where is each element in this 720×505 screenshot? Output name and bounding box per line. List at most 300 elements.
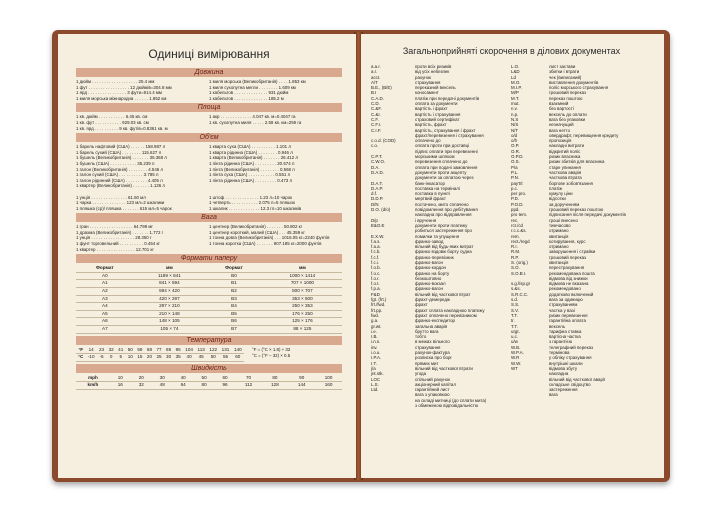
- abbreviation: E&O.E: [371, 222, 385, 228]
- paper-table-cell: 1189 × 841: [134, 272, 205, 280]
- volume-line: 1 галон рідинний (США) . . . . . . . . . 4.405 л: [76, 177, 163, 183]
- abbreviation: frt./fwd.: [371, 302, 386, 308]
- weight-right-col: [209, 224, 342, 252]
- abbreviation-meaning: франко вздовж борту судна: [415, 249, 472, 255]
- volume-line: 1 барель нафтовий (США) . . . . . . 158.987 л: [76, 144, 166, 150]
- abbreviation-meaning: оплата при подачі замовлення: [415, 164, 478, 170]
- volume-line: 1 кварта (Великобританія) . . . . . . . 26.412 л: [209, 155, 298, 161]
- abbreviation-meaning: взаємний: [549, 101, 569, 107]
- paper-formats-table: [76, 265, 342, 333]
- abbreviation-meaning: квитанція: [549, 233, 569, 239]
- table-row: [76, 288, 342, 296]
- abbreviation: O.P.D.: [511, 154, 524, 160]
- abbreviation-meaning: страхування: [415, 79, 441, 85]
- temp-c-cell: 50: [207, 354, 219, 362]
- weight-line: 1 унція . . . . . . . . . . . . . . . . . . 28.350 г: [76, 235, 152, 241]
- abbreviation-meaning: франко-вокзал: [415, 281, 446, 287]
- abbreviation-meaning: за дорученням: [549, 201, 580, 207]
- temp-f-cell: 59: [135, 347, 145, 354]
- abbreviation-meaning: виставлення документів: [549, 79, 599, 85]
- abbreviation-meaning: рахунок-фактура: [415, 350, 450, 356]
- abbreviation-meaning: вага без упаковки: [549, 116, 586, 122]
- abbreviation-meaning: коносамент: [415, 90, 439, 96]
- abbreviation-meaning: повідомлення про дебітування: [415, 207, 478, 213]
- abbreviation: D.A.D.: [371, 169, 384, 175]
- abbreviation-meaning: оплата проти при доставці: [415, 143, 470, 149]
- abbreviation-meaning: на складі митниці (до сплати мита): [415, 397, 487, 403]
- abbreviation-meaning: внутрішні шкали: [549, 360, 583, 366]
- paper-table-cell: A1: [76, 280, 134, 288]
- abbreviation: o/h: [511, 138, 518, 144]
- speed-mph-cell: 100: [315, 375, 342, 382]
- section-heading-area: Площа: [76, 103, 342, 112]
- abbreviation: N/S: [511, 122, 519, 128]
- area-line: 1 кв. ярд . . . . . . . . . . 9 кв. футів=0.8361 кв. м: [76, 125, 168, 131]
- abbreviation-meaning: акціонерний капітал: [415, 381, 456, 387]
- abbreviation-meaning: грошовий переказ: [549, 254, 587, 260]
- abbreviation-meaning: пропозиція: [549, 138, 572, 144]
- paper-table-cell: B3: [205, 295, 263, 303]
- speed-kmh-cell: 112: [236, 382, 262, 390]
- speed-mph-cell: 50: [194, 375, 215, 382]
- abbreviation: gr.wt.: [371, 323, 382, 329]
- page-title-units: Одиниці вимірювання: [148, 47, 270, 61]
- abbreviation-meaning: франко-експедитор: [415, 318, 455, 324]
- temp-f-cell: 140: [232, 347, 244, 354]
- abbreviation: f.o.t.: [371, 281, 380, 287]
- abbreviation-meaning: фрахт оплачено перевізником: [415, 312, 477, 318]
- abbreviation-meaning: котирування, курс: [549, 238, 586, 244]
- speed-kmh-cell: 160: [315, 382, 342, 390]
- abbreviation: a.r.: [371, 69, 378, 75]
- abbreviation: mut.: [511, 101, 520, 107]
- abbreviation: pay't/t: [511, 180, 523, 186]
- abbreviation-meaning: з гарантією: [549, 339, 573, 345]
- volume-line: 1 барель сухий (США) . . . . . . . . 115.627 л: [76, 149, 162, 155]
- length-left-col: [76, 79, 209, 101]
- abbreviation-meaning: морськими шляхом: [415, 154, 455, 160]
- abbreviation-meaning: квитанція: [549, 259, 569, 265]
- abbreviation: WT: [511, 365, 518, 371]
- table-row: [76, 318, 342, 326]
- section-heading-volume: Об'єм: [76, 133, 342, 142]
- speed-mph-label: mph: [76, 375, 110, 382]
- paper-table-cell: A3: [76, 295, 134, 303]
- temp-c-cell: 60: [232, 354, 244, 362]
- length-line: 1 кабельтов . . . . . . . . . . . . . . 931 дюйм: [209, 90, 289, 96]
- abbreviation-meaning: відмова від знижки: [549, 275, 588, 281]
- length-right-col: [209, 79, 342, 101]
- abbreviation-meaning: незначущий: [549, 122, 574, 128]
- abbreviation-meaning: вага з упаковкою: [415, 392, 450, 398]
- abbreviation-meaning: додатково включений: [549, 291, 594, 297]
- weight-line: 1 фунт торговельний . . . . . . . . . . 0.454 кг: [76, 241, 160, 247]
- volume-line: 1 четверть . . . . . . . . . . . 2.075 л=5 пляшок: [209, 200, 295, 206]
- abbreviation: C.&I.: [371, 111, 381, 117]
- abbreviation-meaning: франко-перевізник: [415, 254, 454, 260]
- speed-kmh-cell: 96: [215, 382, 236, 390]
- abbreviation: f.o.c.: [371, 270, 381, 276]
- abbreviation-meaning: відмова збуту: [549, 365, 578, 371]
- abbreviation: D/p: [371, 217, 378, 223]
- abbreviation-meaning: чек (виписаний): [549, 74, 582, 80]
- abbreviation: C.D.: [371, 101, 380, 107]
- volume-line: 1 унція . . . . . . . . . . . . . . . 61.50 мл: [76, 194, 146, 200]
- speed-kmh-cell: 64: [173, 382, 194, 390]
- abbreviation-meaning: постачено, мито сплачено: [415, 201, 469, 207]
- paper-table-cell: 88 × 125: [263, 326, 342, 334]
- temp-c-cell: -5: [97, 354, 107, 362]
- speed-mph-cell: 90: [288, 375, 315, 382]
- volume-line: 1 бушель (США) . . . . . . . . . . . 35.239 л: [76, 160, 155, 166]
- section-heading-weight: Вага: [76, 213, 342, 222]
- abbreviation-meaning: грошовий переказ поштою: [549, 207, 604, 213]
- abbreviation: c.o.: [371, 143, 379, 149]
- abbreviation-meaning: вартість і страхування: [415, 111, 461, 117]
- abbreviation-meaning: вартість, фрахт: [415, 122, 447, 128]
- abbreviation-meaning: овердрафт, перевищення кредиту: [549, 132, 619, 138]
- abbreviation: s.d.: [511, 297, 519, 303]
- abbreviation: S.O.: [511, 265, 520, 271]
- paper-table-cell: B7: [205, 326, 263, 334]
- area-line: 1 акр . . . . . . . . . . . . . 4.047 кв. м=0.4047 га: [209, 114, 296, 120]
- table-row: [76, 280, 342, 288]
- abbreviation: f.c.f.: [371, 254, 380, 260]
- area-line: 1 кв. сухопутна миля . . . . . 2.59 кв. км=259 га: [209, 119, 302, 125]
- abbreviation-meaning: вага нетто: [549, 127, 571, 133]
- abbreviation: C.A.D.: [371, 95, 384, 101]
- volume-line: 1 пінта (Великобританія) . . . . . . . . 0.568 л: [209, 166, 295, 172]
- table-row: [76, 310, 342, 318]
- abbreviation: C.F.I.: [371, 122, 382, 128]
- abbreviation-meaning: часткова аварія: [549, 169, 582, 175]
- abbreviation: M.T.: [511, 95, 520, 101]
- abbreviation: f.o.r.: [371, 275, 380, 281]
- abbreviation: d.f.: [371, 191, 378, 197]
- abbreviation: S.V.: [511, 307, 519, 313]
- abbreviation-meaning: накладні витрати: [549, 143, 585, 149]
- speed-mph-cell: 40: [173, 375, 194, 382]
- temp-c-cell: 40: [183, 354, 195, 362]
- abbreviation-meaning: вільний від будь-яких витрат: [415, 244, 474, 250]
- abbreviation-meaning: франко-кордон: [415, 265, 446, 271]
- paper-table-cell: 707 × 1000: [263, 280, 342, 288]
- abbreviation-meaning: франко-вагон: [415, 286, 443, 292]
- abbreviation: I.B.: [371, 334, 378, 340]
- abbreviation-meaning: поставка в пункті: [415, 191, 450, 197]
- abbreviation-meaning: розписка про борг: [415, 355, 453, 361]
- abbreviation-meaning: прямих мит: [415, 360, 439, 366]
- abbreviation-meaning: накладна про відправлення: [415, 212, 472, 218]
- temp-c-cell: 20: [145, 354, 155, 362]
- temp-c-cell: 45: [195, 354, 207, 362]
- temp-c-cell: -10: [86, 354, 97, 362]
- abbreviation-meaning: отримано: [549, 244, 569, 250]
- temp-f-cell: 131: [219, 347, 231, 354]
- abbreviation: jnt.stk.: [371, 371, 384, 377]
- paper-table-cell: B1: [205, 280, 263, 288]
- abbreviation: urgt.: [511, 328, 520, 334]
- volume-line: 1 квартер (Великобританія) . . . . . . . 1.136 л: [76, 183, 165, 189]
- abbreviation: fwd.: [371, 312, 380, 318]
- paper-table-cell: A2: [76, 288, 134, 296]
- abbreviation-meaning: франко-завод: [415, 238, 444, 244]
- abbreviation: f.a.s.: [371, 238, 381, 244]
- section-heading-length: Довжина: [76, 68, 342, 77]
- abbreviation: f.o.b.: [371, 265, 381, 271]
- paper-table-cell: 1000 × 1414: [263, 272, 342, 280]
- page-title-abbreviations: Загальноприйняті скорочення в ділових документах: [402, 46, 621, 56]
- paper-table-cell: B6: [205, 318, 263, 326]
- abbreviation-meaning: у обліку страхування: [549, 355, 592, 361]
- abbreviation-meaning: документи за оплатою через: [415, 175, 474, 181]
- abbreviation: O.P.: [511, 143, 520, 149]
- section-paper: [76, 254, 342, 333]
- abbreviation: S.S.: [511, 302, 520, 308]
- section-area: [76, 103, 342, 131]
- abbreviation: N.S: [511, 116, 519, 122]
- temp-f-cell: 77: [154, 347, 164, 354]
- section-heading-temperature: Температура: [76, 336, 342, 345]
- meaning-col-2: [549, 64, 633, 408]
- paper-table-cell: 210 × 148: [134, 310, 205, 318]
- abbreviation: i.e.: [371, 328, 377, 334]
- abbreviation-meaning: фрахт-демередж: [415, 297, 450, 303]
- abbreviation-meaning: заворушення і страйки: [549, 249, 596, 255]
- abbreviation-meaning: складське свідоцтво: [549, 381, 591, 387]
- abbreviation: u.c.: [511, 334, 519, 340]
- weight-line: 1 центнер короткий, малий (США) . . . 45.359 кг: [209, 229, 305, 235]
- volume-line: 1 галон сухий (США) . . . . . . . . . . 3.785 л: [76, 172, 159, 178]
- section-volume: [76, 133, 342, 211]
- speed-mph-cell: 10: [110, 375, 131, 382]
- abbreviation-meaning: накладна: [549, 371, 569, 377]
- abbreviation: ppd.: [511, 207, 520, 213]
- abbreviation: rect./regd: [511, 238, 530, 244]
- abbreviation: I.P.A.: [371, 355, 382, 361]
- abbreviation-meaning: переказний вексель: [415, 85, 456, 91]
- abbreviation: O.R.: [511, 148, 521, 154]
- abbreviation: Ltd.: [371, 387, 379, 393]
- abbreviation: s.&s.: [511, 286, 521, 292]
- abbreviation-meaning: гарантійна оплата: [549, 318, 586, 324]
- abbreviation: C.&F.: [371, 106, 382, 112]
- abbreviation: c.o.d. (COD): [371, 138, 396, 144]
- abbreviation-meaning: кумулу ціни: [549, 191, 573, 197]
- abbreviation: P.L.: [511, 169, 519, 175]
- abbreviation-meaning: в межах вільного: [415, 339, 450, 345]
- abbreviation-meaning: фрахт/перевезення і страхування: [415, 132, 484, 138]
- abbreviation-meaning: вартість, страхування і фрахт: [415, 127, 476, 133]
- abbreviation: T.T.: [511, 312, 518, 318]
- temp-c-cell: 5: [116, 354, 126, 362]
- abbreviation-meaning: від усіх небезпек: [415, 69, 450, 75]
- abbreviation: f.p.a.: [371, 286, 381, 292]
- abbreviation-meaning: і вручення: [415, 217, 437, 223]
- abbreviation-meaning: відсотки: [549, 196, 566, 202]
- speed-mph-cell: 20: [131, 375, 152, 382]
- abbreviation-meaning: рахунок: [415, 74, 432, 80]
- abbreviation: C.P.T.: [371, 154, 383, 160]
- speed-kmh-cell: 128: [262, 382, 289, 390]
- temp-f-cell: 122: [207, 347, 219, 354]
- abbreviation-meaning: вага: [549, 392, 558, 398]
- abbreviation-meaning: часткова втрата: [549, 175, 582, 181]
- abbreviation-meaning: спільний рахунок: [415, 376, 451, 382]
- abbreviation-meaning: гарантійний лист: [415, 387, 450, 393]
- weight-line: 1 гран . . . . . . . . . . . . . . . . . . 64.799 мг: [76, 224, 153, 230]
- abbreviation: i.n.s.: [371, 339, 381, 345]
- abbreviation: o/d: [511, 132, 518, 138]
- abbreviation-meaning: ризик власника: [549, 154, 581, 160]
- temperature-table: [76, 347, 244, 362]
- speed-kmh-cell: 144: [288, 382, 315, 390]
- temp-f-cell: 113: [195, 347, 207, 354]
- abbreviation: T.T.: [511, 323, 518, 329]
- abbreviation: I.T.: [371, 360, 377, 366]
- weight-line: 1 тонна довга (Великобританія) . . . 1016.05 кг=2240 фунтів: [209, 235, 330, 241]
- abbreviation-meaning: телеграфний переказ: [549, 344, 594, 350]
- abbreviation: C.W.O.: [371, 159, 386, 165]
- abbreviation-meaning: лист застави: [549, 64, 576, 69]
- temp-c-cell: 35: [173, 354, 183, 362]
- temp-formula-c: °C = (°F – 32) × 0.5: [252, 353, 291, 359]
- weight-left-col: [76, 224, 209, 252]
- abbreviation-meaning: тобто: [415, 334, 427, 340]
- paper-table-cell: 250 × 353: [263, 303, 342, 311]
- abbreviation-meaning: ризик збитків для власника: [549, 159, 605, 165]
- temp-c-cell: 55: [219, 354, 231, 362]
- abbreviation-meaning: страхування: [415, 344, 441, 350]
- abbreviation: O.S.: [511, 159, 520, 165]
- temp-c-cell: 0: [106, 354, 116, 362]
- abbreviation: r.c.c.&s.: [511, 228, 527, 234]
- paper-table-cell: 176 × 250: [263, 310, 342, 318]
- abbreviation: M/P: [511, 90, 519, 96]
- length-line: 1 ярд . . . . . . . . . . . . . . . . 3 фути=914.4 мм: [76, 90, 162, 96]
- section-length: [76, 68, 342, 101]
- paper-table-cell: 594 × 420: [134, 288, 205, 296]
- abbreviation: fgt. (frt.): [371, 297, 387, 303]
- abbreviation: p.c.: [511, 185, 519, 191]
- abbreviation-meaning: брутто вага: [415, 328, 439, 334]
- abbreviation-meaning: частка у вазі: [549, 307, 575, 313]
- abbreviation-meaning: рекомендована пошта: [549, 270, 595, 276]
- abbreviation-meaning: підписання після передачі документів: [549, 212, 626, 218]
- section-weight: [76, 213, 342, 252]
- abbreviation: pro tem.: [511, 212, 528, 218]
- abbreviation-meaning: банк-інкасатор: [415, 180, 445, 186]
- paper-table-cell: A7: [76, 326, 134, 334]
- temp-f-cell: 32: [106, 347, 116, 354]
- abbreviation-meaning: тимчасово: [549, 222, 571, 228]
- abbreviation-meaning: вага за одиницю: [549, 297, 583, 303]
- abbreviation: C.I.F.: [371, 127, 382, 133]
- abbreviation: n.p.: [511, 111, 519, 117]
- abbreviation-meaning: документи проти акцепту: [415, 169, 467, 175]
- abbreviation-meaning: тарифна ставка: [549, 328, 582, 334]
- abbreviation: P/a: [511, 164, 518, 170]
- abbreviation: n.v.: [511, 106, 518, 112]
- abbreviation-meaning: перевезення сплачено до: [415, 159, 468, 165]
- volume-line: 1 бушель (Великобританія) . . . . . . . 36.368 л: [76, 155, 167, 161]
- paper-table-cell: B0: [205, 272, 263, 280]
- abbreviation: D.A.: [371, 164, 380, 170]
- abbreviation-meaning: франко-вагон: [415, 259, 443, 265]
- temp-f-cell: 86: [164, 347, 174, 354]
- temp-c-cell: 30: [164, 354, 174, 362]
- abbreviation: rct./cd: [511, 222, 523, 228]
- abbreviation: L&D: [511, 69, 520, 75]
- abbreviation: L.O.: [511, 64, 520, 69]
- left-page: [58, 34, 356, 478]
- abbreviation: W.B.: [511, 344, 521, 350]
- area-right-col: [209, 114, 342, 131]
- speed-kmh-cell: 48: [152, 382, 173, 390]
- abbreviation: s.g.l/sp.gr: [511, 281, 531, 287]
- abbreviation: rem.: [511, 233, 520, 239]
- paper-table-cell: 841 × 594: [134, 280, 205, 288]
- temp-c-cell: 25: [154, 354, 164, 362]
- temp-c-cell: 15: [135, 354, 145, 362]
- volume-line: 1 кварта суха (США) . . . . . . . . . . 1.101 л: [209, 144, 291, 150]
- volume-right-col: [209, 144, 342, 211]
- speed-kmh-cell: 32: [131, 382, 152, 390]
- table-row: [76, 326, 342, 334]
- abbreviation: M.I.P.: [511, 85, 522, 91]
- abbreviation: N/T: [511, 127, 519, 133]
- abbreviation: R.P.: [511, 254, 519, 260]
- length-line: 1 миля морська (Великобританія) . . . . 1.853 км: [209, 79, 306, 84]
- abbreviation-meaning: з обмеженою відповідальністю: [415, 403, 479, 408]
- temp-f-cell: 41: [116, 347, 126, 354]
- paper-table-header: мм: [263, 265, 342, 272]
- abbreviation-meaning: перестрахування: [549, 265, 585, 271]
- abbreviation-meaning: документи проти платежу: [415, 222, 468, 228]
- paper-table-cell: 125 × 176: [263, 318, 342, 326]
- paper-table-cell: A4: [76, 303, 134, 311]
- abbreviation: D.O. (d/o): [371, 207, 391, 213]
- abbreviation: Ld: [511, 74, 516, 80]
- abbreviation-meaning: загальна аварія: [415, 323, 448, 329]
- abbreviation-meaning: фрахт сплата накладною платежу: [415, 307, 485, 313]
- abbreviation-meaning: поставка на терміналі: [415, 185, 460, 191]
- speed-table: [76, 375, 342, 390]
- abbreviation: inv.: [371, 344, 378, 350]
- abbreviation-meaning: оплачено до: [415, 138, 441, 144]
- area-left-col: [76, 114, 209, 131]
- abbreviation-meaning: вексель до оплати: [549, 111, 587, 117]
- volume-line: 1 чарка . . . . . . . . . . . . . . 123 мл=2 шкалики: [76, 200, 165, 206]
- abbreviation: S.O.B.I.: [511, 270, 527, 276]
- abbreviation: a.a.r.: [371, 64, 381, 69]
- right-page: [361, 34, 664, 478]
- temp-f-cell: 23: [97, 347, 107, 354]
- abbreviation: D.A.T.: [371, 180, 383, 186]
- speed-mph-cell: 60: [215, 375, 236, 382]
- abbreviation: per pro.: [511, 191, 527, 197]
- speed-kmh-cell: 80: [194, 382, 215, 390]
- volume-line: 1 пінта суха (США) . . . . . . . . . . . 0.551 л: [209, 172, 291, 178]
- table-row: [76, 272, 342, 280]
- section-heading-speed: Швидкість: [76, 364, 342, 373]
- abbreviation-meaning: вартість і фрахт: [415, 106, 448, 112]
- abbreviation-meaning: оплата за документи: [415, 101, 458, 107]
- abbreviation-meaning: платіж: [549, 185, 563, 191]
- abbr-col-1: [371, 64, 415, 408]
- paper-table-cell: B5: [205, 310, 263, 318]
- weight-line: 1 квартер . . . . . . . . . . . . . . . . 12.701 кг: [76, 246, 154, 252]
